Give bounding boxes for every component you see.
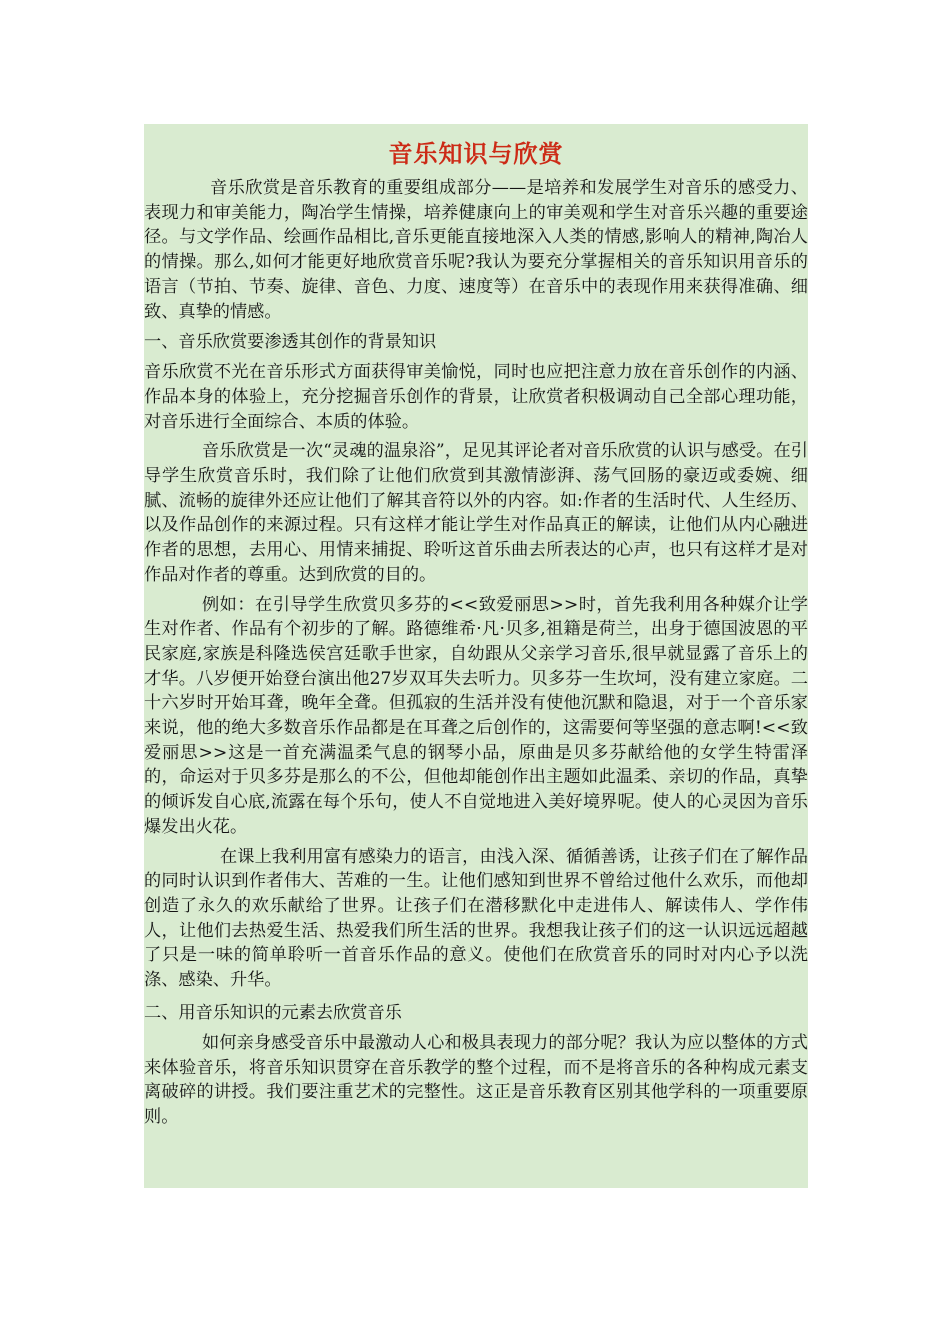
body-paragraph-2: 音乐欣赏是一次“灵魂的温泉浴”，足见其评论者对音乐欣赏的认识与感受。在引导学生欣赏音乐时，我们除了让他们欣赏到其激情澎湃、荡气回肠的豪迈或委婉、细腻、流畅的旋律外还应让他们了解其音符以外的内容。如:作者的生活时代、人生经历、以及作品创作的来源过程。只有这样才能让学生对作品真正的解读，让他们从内心融进作者的思想，去用心、用情来捕捉、聆听这首乐曲去所表达的心声，也只有这样才是对作品对作者的尊重。达到欣赏的目的。 [144,441,808,585]
body-paragraph-4: 在课上我利用富有感染力的语言，由浅入深、循循善诱，让孩子们在了解作品的同时认识到作者伟大、苦难的一生。让他们感知到世界不曾给过他什么欢乐，而他却创造了永久的欢乐献给了世界。让孩子们在潜移默化中走进伟人、解读伟人、学作伟人，让他们去热爱生活、热爱我们所生活的世界。我想我让孩子们的这一认识远远超越了只是一味的简单聆听一首音乐作品的意义。使他们在欣赏音乐的同时对内心予以洗涤、感染、升华。 [144,846,808,991]
body-paragraph-3: 例如：在引导学生欣赏贝多芬的<<致爱丽思>>时，首先我利用各种媒介让学生对作者、作品有个初步的了解。路德维希·凡·贝多,祖籍是荷兰，出身于德国波恩的平民家庭,家族是科隆选侯宫廷歌手世家，自幼跟从父亲学习音乐,很早就显露了音乐上的才华。八岁便开始登台演出他27岁双耳失去听力。贝多芬一生坎坷，没有建立家庭。二十六岁时开始耳聋，晚年全聋。但孤寂的生活并没有使他沉默和隐退，对于一个音乐家来说，他的绝大多数音乐作品都是在耳聋之后创作的，这需要何等坚强的意志啊!<<致爱丽思>>这是一首充满温柔气息的钢琴小品，原曲是贝多芬献给他的女学生特雷泽的，命运对于贝多芬是那么的不公，但他却能创作出主题如此温柔、亲切的作品，真挚的倾诉发自心底,流露在每个乐句，使人不自觉地进入美好境界呢。使人的心灵因为音乐爆发出火花。 [144,594,808,837]
section-heading-2: 二、用音乐知识的元素去欣赏音乐 [144,1002,402,1023]
section-heading-1: 一、音乐欣赏要渗透其创作的背景知识 [144,332,437,353]
document-body [144,124,808,1188]
body-paragraph-1: 音乐欣赏不光在音乐形式方面获得审美愉悦，同时也应把注意力放在音乐创作的内涵、作品本身的体验上，充分挖掘音乐创作的背景，让欣赏者积极调动自己全部心理功能，对音乐进行全面综合、本质的体验。 [144,362,808,432]
document-title: 音乐知识与欣赏 [388,139,564,168]
intro-paragraph: 音乐欣赏是音乐教育的重要组成部分——是培养和发展学生对音乐的感受力、表现力和审美能力，陶冶学生情操，培养健康向上的审美观和学生对音乐兴趣的重要途径。与文学作品、绘画作品相比,音乐更能直接地深入人类的情感,影响人的精神,陶冶人的情操。那么,如何才能更好地欣赏音乐呢?我认为要充分掌握相关的音乐知识用音乐的语言（节拍、节奏、旋律、音色、力度、速度等）在音乐中的表现作用来获得准确、细致、真挚的情感。 [144,178,808,322]
body-paragraph-5: 如何亲身感受音乐中最激动人心和极具表现力的部分呢？我认为应以整体的方式来体验音乐，将音乐知识贯穿在音乐教学的整个过程，而不是将音乐的各种构成元素支离破碎的讲授。我们要注重艺术的完整性。这正是音乐教育区别其他学科的一项重要原则。 [144,1032,808,1127]
